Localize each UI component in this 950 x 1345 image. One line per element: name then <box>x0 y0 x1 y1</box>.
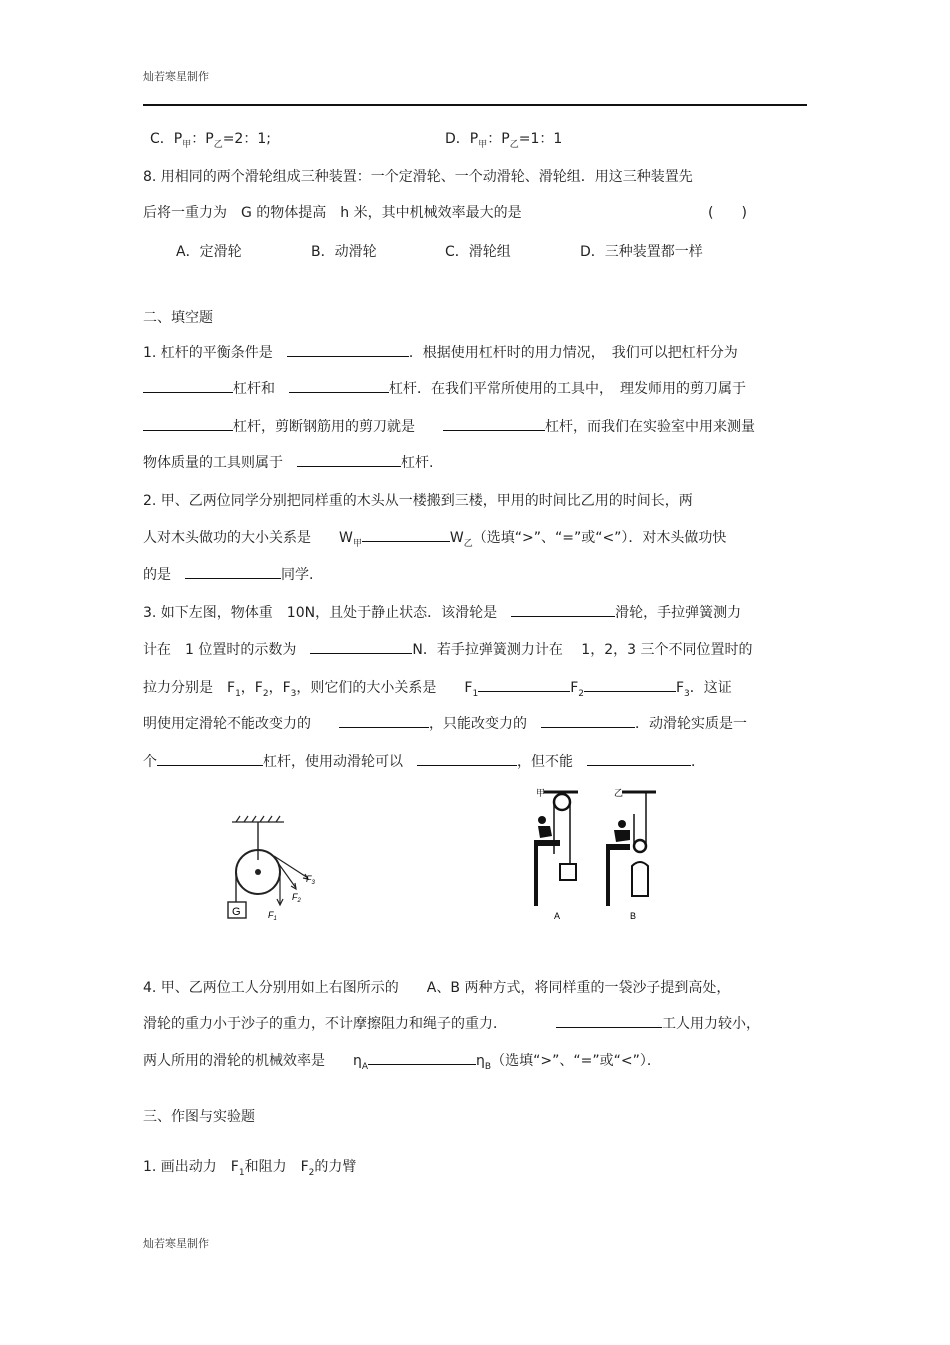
answer-blank[interactable] <box>157 751 263 766</box>
answer-blank[interactable] <box>143 416 233 431</box>
answer-blank[interactable] <box>541 713 635 728</box>
answer-blank[interactable] <box>297 452 401 467</box>
fill1-line4: 物体质量的工具则属于 杠杆. <box>143 452 433 472</box>
answer-blank[interactable] <box>443 416 545 431</box>
answer-blank[interactable] <box>417 751 517 766</box>
fill4-line1: 4. 甲、乙两位工人分别用如上右图所示的 A、B 两种方式，将同样重的一袋沙子提到高处， <box>143 980 731 996</box>
fill1-line1: 1. 杠杆的平衡条件是 ．根据使用杠杆时的用力情况， 我们可以把杠杆分为 <box>143 342 738 362</box>
fill2-line1: 2. 甲、乙两位同学分别把同样重的木头从一楼搬到三楼，甲用的时间比乙用的时间长，两 <box>143 493 693 509</box>
answer-blank[interactable] <box>287 342 409 357</box>
fill3-line5: 个 杠杆，使用动滑轮可以 ，但不能 ． <box>143 751 705 771</box>
pulley-a <box>554 794 570 810</box>
worker-b-body <box>614 830 630 842</box>
q8-option-c: C．滑轮组 <box>445 244 511 260</box>
q8-option-b: B．动滑轮 <box>311 244 377 260</box>
label-yi: 乙 <box>614 788 624 798</box>
fill2-line3: 的是 同学. <box>143 564 313 584</box>
q8-line1: 8. 用相同的两个滑轮组成三种装置：一个定滑轮、一个动滑轮、滑轮组．用这三种装置先 <box>143 169 693 185</box>
fill2-line2: 人对木头做功的大小关系是 $W_甲$ $W_乙$（选填“>”、“=”或“<”）．对木头做功快 <box>143 527 726 549</box>
worker-a-head <box>538 816 546 824</box>
fill1-line2: 杠杆和 杠杆．在我们平常所使用的工具中， 理发师用的剪刀属于 <box>143 378 746 398</box>
label-a: A <box>554 911 561 921</box>
answer-blank[interactable] <box>289 378 389 393</box>
answer-blank[interactable] <box>368 1050 476 1065</box>
weight-label: G <box>232 906 241 918</box>
load-b <box>632 862 648 896</box>
answer-blank[interactable] <box>185 564 281 579</box>
page-header: 灿若寒星制作 <box>143 70 209 83</box>
draw1-line: 1. 画出动力 $F_1$和阻力 $F_2$的力臂 <box>143 1159 357 1178</box>
header-divider <box>143 104 807 106</box>
page-footer: 灿若寒星制作 <box>143 1237 209 1250</box>
worker-a-body <box>538 826 552 838</box>
ceiling-hatch <box>232 816 284 822</box>
q8-option-a: A．定滑轮 <box>176 244 242 260</box>
fill3-line1: 3. 如下左图，物体重 10N，且处于静止状态．该滑轮是 滑轮，手拉弹簧测力 <box>143 602 741 622</box>
answer-blank[interactable] <box>362 527 450 542</box>
answer-blank[interactable] <box>587 751 691 766</box>
force-label-2: $F_2$ <box>292 892 301 904</box>
pulley-b <box>634 840 646 852</box>
floor-a <box>534 840 560 846</box>
answer-blank[interactable] <box>310 639 412 654</box>
q7-option-c: C．$P_甲$：$P_乙=2$：1; <box>150 131 271 150</box>
q8-answer-paren: ( ) <box>708 205 747 221</box>
fill3-line2: 计在 1 位置时的示数为 N．若手拉弹簧测力计在 1，2，3 三个不同位置时的 <box>143 639 752 659</box>
workers-figure <box>530 784 670 926</box>
answer-blank[interactable] <box>511 602 615 617</box>
label-jia: 甲 <box>536 788 546 798</box>
answer-blank[interactable] <box>478 677 570 692</box>
load-a <box>560 864 576 880</box>
force-label-1: $F_1$ <box>268 910 277 922</box>
fill3-line4: 明使用定滑轮不能改变力的 ，只能改变力的 ．动滑轮实质是一 <box>143 713 747 733</box>
answer-blank[interactable] <box>556 1013 662 1028</box>
floor-b <box>606 844 630 850</box>
pulley-axle <box>255 869 261 875</box>
answer-blank[interactable] <box>339 713 429 728</box>
worker-b-head <box>618 820 626 828</box>
section-drawing-title: 三、作图与实验题 <box>143 1109 255 1125</box>
fill4-line2: 滑轮的重力小于沙子的重力，不计摩擦阻力和绳子的重力． 工人用力较小， <box>143 1013 760 1033</box>
fill1-line3: 杠杆，剪断钢筋用的剪刀就是 杠杆，而我们在实验室中用来测量 <box>143 416 755 436</box>
answer-blank[interactable] <box>584 677 676 692</box>
fill4-line3: 两人所用的滑轮的机械效率是 $\eta_A$ $\eta_B$（选填“>”、“=”或“<”）． <box>143 1050 661 1072</box>
section-fill-in-title: 二、填空题 <box>143 310 213 326</box>
q8-option-d: D．三种装置都一样 <box>580 244 703 260</box>
q8-line2: 后将一重力为 G 的物体提高 h 米，其中机械效率最大的是 <box>143 205 522 221</box>
force-label-3: $F_3$ <box>306 874 315 886</box>
answer-blank[interactable] <box>143 378 233 393</box>
fixed-pulley-figure <box>218 812 328 924</box>
label-b: B <box>630 911 637 921</box>
fill3-line3: 拉力分别是 $F_1$，$F_2$，$F_3$，则它们的大小关系是 $F_1$ $F_2$ $F_3$．这证 <box>143 677 732 699</box>
q7-option-d: D．$P_甲$：$P_乙=1$：1 <box>445 131 563 150</box>
